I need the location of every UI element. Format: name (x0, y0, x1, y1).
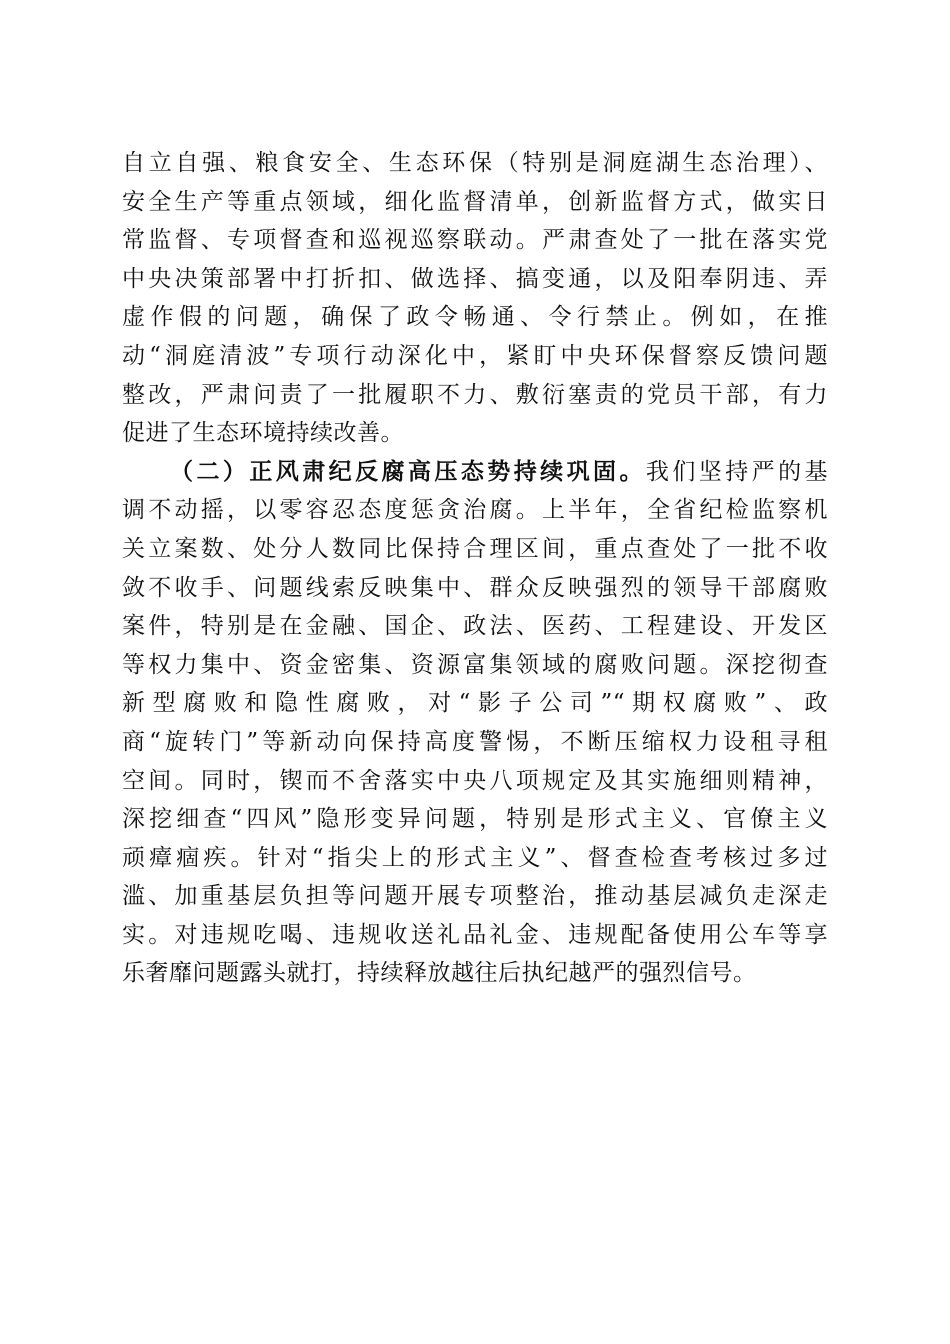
text-line: 商“旋转门”等新动向保持高度警惕，不断压缩权力设租寻租 (122, 728, 828, 755)
text-line: 调不动摇，以零容忍态度惩贪治腐。上半年，全省纪检监察机 (122, 497, 828, 524)
text-line: 安全生产等重点领域，细化监督清单，创新监督方式，做实日 (122, 188, 828, 215)
text-line: 滥、加重基层负担等问题开展专项整治，推动基层减负走深走 (122, 883, 828, 910)
text-fragment: 我们坚持严的基 (645, 458, 828, 485)
text-line: 常监督、专项督查和巡视巡察联动。严肃查处了一批在落实党 (122, 227, 828, 254)
section-heading: （二）正风肃纪反腐高压态势持续巩固。 (170, 457, 646, 485)
paragraph-1 (122, 144, 828, 453)
text-line: 深挖细查“四风”隐形变异问题，特别是形式主义、官僚主义 (122, 806, 828, 833)
text-line: 敛不收手、问题线索反映集中、群众反映强烈的领导干部腐败 (122, 574, 828, 601)
text-line: 空间。同时，锲而不舍落实中央八项规定及其实施细则精神， (122, 767, 828, 794)
text-line: 自立自强、粮食安全、生态环保（特别是洞庭湖生态治理）、 (122, 150, 828, 176)
text-line: 等权力集中、资金密集、资源富集领域的腐败问题。深挖彻查 (122, 651, 828, 678)
document-body (122, 144, 828, 993)
text-line: 实。对违规吃喝、违规收送礼品礼金、违规配备使用公车等享 (122, 921, 828, 948)
text-line: 动“洞庭清波”专项行动深化中，紧盯中央环保督察反馈问题 (122, 342, 828, 369)
text-line: 整改，严肃问责了一批履职不力、敷衍塞责的党员干部，有力 (122, 381, 828, 408)
text-line: 关立案数、处分人数同比保持合理区间，重点查处了一批不收 (122, 535, 828, 562)
text-line: 新型腐败和隐性腐败，对“影子公司”“期权腐败”、政 (122, 690, 828, 717)
text-line: 中央决策部署中打折扣、做选择、搞变通，以及阳奉阴违、弄 (122, 265, 828, 292)
text-line: 乐奢靡问题露头就打，持续释放越往后执纪越严的强烈信号。 (122, 960, 757, 987)
paragraph-2 (122, 453, 828, 993)
text-line: 顽瘴痼疾。针对“指尖上的形式主义”、督查检查考核过多过 (122, 844, 828, 871)
text-line: 促进了生态环境持续改善。 (122, 420, 404, 447)
paragraph-heading-line (122, 453, 828, 492)
text-line: 案件，特别是在金融、国企、政法、医药、工程建设、开发区 (122, 613, 828, 640)
text-line: 虚作假的问题，确保了政令畅通、令行禁止。例如，在推 (122, 304, 828, 331)
